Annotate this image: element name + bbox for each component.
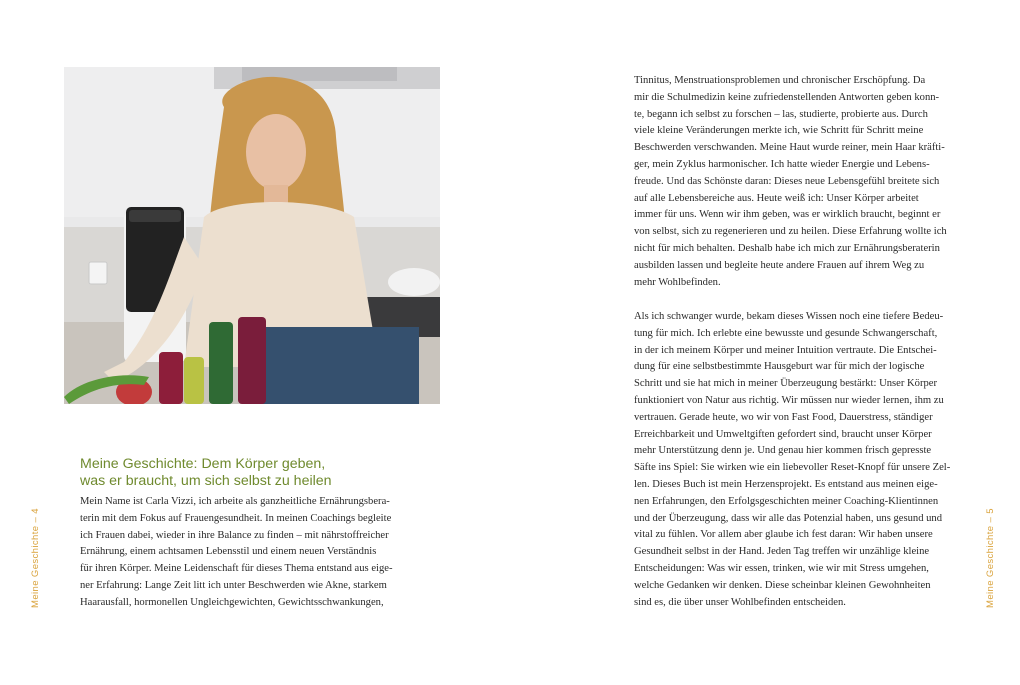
text-line: mehr Wohlbefinden. — [634, 276, 721, 288]
text-line: Ernährung, einem achtsamen Lebensstil und einem neuen Verständnis — [80, 546, 377, 558]
text-line: freude. Und das Schönste daran: Dieses neue Lebensgefühl breitete sich — [634, 175, 940, 187]
text-line: nen Erfahrungen, den Erfolgsgeschichten meiner Coaching-Klientinnen — [634, 495, 939, 507]
running-header-left: Meine Geschichte – 4 — [30, 508, 41, 608]
text-line: immer für uns. Wenn wir ihm geben, was er wirklich braucht, beginnt er — [634, 209, 941, 221]
text-line: auf alle Lebensbereiche aus. Heute weiß ich: Unser Körper arbeitet — [634, 192, 919, 204]
heading-line: was er braucht, um sich selbst zu heilen — [80, 473, 332, 489]
text-line: Tinnitus, Menstruationsproblemen und chronischer Erschöpfung. Da — [634, 75, 926, 86]
paragraph-one — [634, 73, 964, 291]
text-line: terin mit dem Fokus auf Frauengesundheit. In meinen Coachings begleite — [80, 512, 392, 524]
text-line: nicht für mich behalten. Deshalb habe ich mich zur Ernährungsberaterin — [634, 242, 940, 254]
text-line: ausbilden lassen und begleite heute andere Frauen auf ihrem Weg zu — [634, 259, 925, 271]
text-line: Beschwerden verschwanden. Meine Haut wurde reiner, mein Haar kräfti- — [634, 142, 945, 154]
text-line: vertrauen. Gerade heute, wo wir von Fast Food, Dauerstress, ständiger — [634, 411, 933, 423]
text-line: funktioniert von Natur aus richtig. Wir müssen nur wieder lernen, ihm zu — [634, 394, 944, 406]
text-line: sind es, die über unser Wohlbefinden entscheiden. — [634, 596, 846, 608]
text-line: und der Überzeugung, dass wir alle das Potenzial haben, uns gesund und — [634, 512, 943, 524]
text-line: dung für eine selbstbestimmte Hausgeburt war für mich der logische — [634, 361, 925, 373]
text-line: Entscheidungen: Was wir essen, trinken, wie wir mit Stress umgehen, — [634, 562, 929, 574]
text-line: vital zu fühlen. Vor allem aber glaube ich fest daran: Wir haben unsere — [634, 529, 933, 541]
text-line: von selbst, sich zu regenerieren und zu heilen. Diese Erfahrung wollte ich — [634, 226, 947, 238]
text-line: Als ich schwanger wurde, bekam dieses Wissen noch eine tiefere Bedeu- — [634, 311, 944, 322]
intro-paragraph — [80, 494, 410, 612]
text-line: ger, mein Zyklus harmonischer. Ich hatte wieder Energie und Lebens- — [634, 158, 930, 170]
text-line: für ihren Körper. Meine Leidenschaft für dieses Thema entstand aus eige- — [80, 563, 393, 575]
text-line: viele kleine Veränderungen merkte ich, wie Schritt für Schritt meine — [634, 125, 924, 137]
text-line: te, begann ich selbst zu forschen – las, studierte, probierte aus. Durch — [634, 108, 928, 120]
text-line: Haarausfall, hormonellen Ungleichgewichten, Gewichtsschwankungen, — [80, 596, 384, 608]
text-line: Mein Name ist Carla Vizzi, ich arbeite als ganzheitliche Ernährungsbera- — [80, 496, 390, 507]
text-line: welche Gedanken wir denken. Diese scheinbar kleinen Gewohnheiten — [634, 579, 931, 591]
heading-line: Meine Geschichte: Dem Körper geben, — [80, 456, 326, 472]
text-line: len. Dieses Buch ist mein Herzensprojekt. Es entstand aus meinen eige- — [634, 478, 938, 490]
text-line: ner Erfahrung: Lange Zeit litt ich unter Beschwerden wie Akne, starkem — [80, 579, 387, 591]
text-line: in der ich meinem Körper und meiner Intuition vertraute. Die Entschei- — [634, 344, 937, 356]
author-photo — [64, 67, 440, 404]
text-line: Gesundheit selbst in der Hand. Jeden Tag treffen wir unzählige kleine — [634, 546, 930, 558]
text-line: ich Frauen dabei, wieder in ihre Balance zu finden – mit nährstoffreicher — [80, 529, 389, 541]
running-header-right: Meine Geschichte – 5 — [985, 508, 996, 608]
text-line: mehr Unterstützung denn je. Und genau hier kommen frisch gepresste — [634, 445, 932, 457]
section-heading — [80, 456, 410, 490]
text-line: mir die Schulmedizin keine zufriedenstellenden Antworten geben konn- — [634, 91, 940, 103]
text-line: Schritt und sie hat mich in meiner Überzeugung bestärkt: Unser Körper — [634, 378, 938, 390]
text-line: Säfte ins Spiel: Sie wirken wie ein liebevoller Reset-Knopf für unsere Zel- — [634, 462, 951, 474]
paragraph-two — [634, 309, 964, 611]
text-line: tung für mich. Ich erlebte eine bewusste und gesunde Schwangerschaft, — [634, 327, 938, 339]
text-line: Erreichbarkeit und Umweltgiften gefordert sind, braucht unser Körper — [634, 428, 932, 440]
